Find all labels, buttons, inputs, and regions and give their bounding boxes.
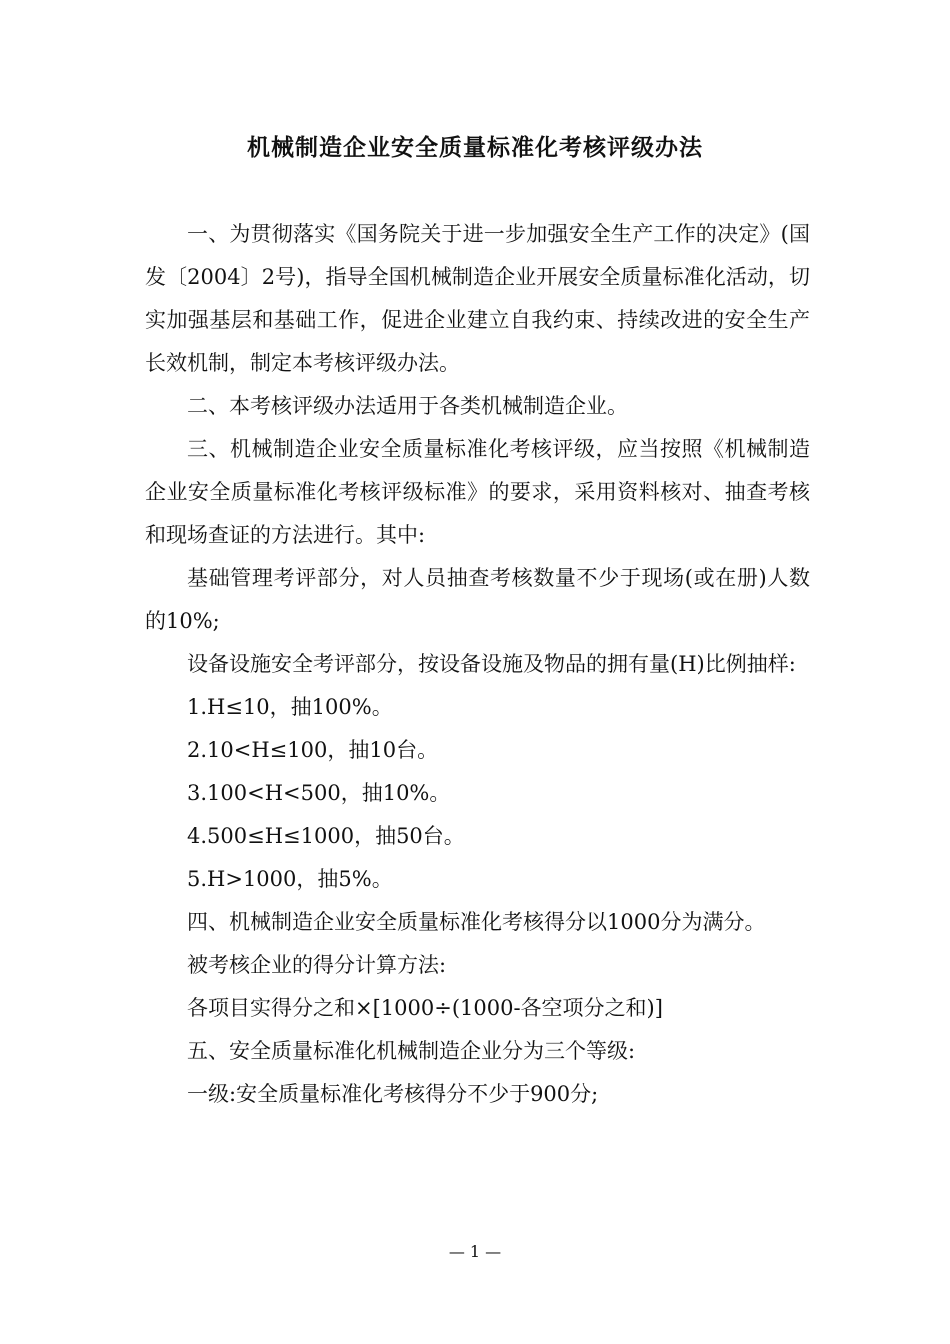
paragraph-grades: 五、安全质量标准化机械制造企业分为三个等级: xyxy=(187,1039,636,1063)
sampling-rule-5: 5.H>1000，抽5%。 xyxy=(187,867,393,891)
paragraph-purpose: 一、为贯彻落实《国务院关于进一步加强安全生产工作的决定》(国发〔2004〕2号)，指导全国机械制造企业开展安全质量标准化活动，切实加强基层和基础工作，促进企业建立自我约束、持续改进的安全生产长效机制，制定本考核评级办法。 xyxy=(145,222,810,375)
paragraph-method: 三、机械制造企业安全质量标准化考核评级，应当按照《机械制造企业安全质量标准化考核评级标准》的要求，采用资料核对、抽查考核和现场查证的方法进行。其中: xyxy=(145,437,810,547)
paragraph-equipment-sampling: 设备设施安全考评部分，按设备设施及物品的拥有量(H)比例抽样: xyxy=(187,652,796,676)
grade-level-1: 一级:安全质量标准化考核得分不少于900分; xyxy=(187,1082,599,1106)
sampling-rule-3: 3.100<H<500，抽10%。 xyxy=(187,781,451,805)
sampling-rule-1: 1.H≤10，抽100%。 xyxy=(187,695,393,719)
paragraph-full-score: 四、机械制造企业安全质量标准化考核得分以1000分为满分。 xyxy=(187,910,766,934)
document-body xyxy=(145,213,810,1116)
paragraph-scope: 二、本考核评级办法适用于各类机械制造企业。 xyxy=(187,394,628,418)
sampling-rule-4: 4.500≤H≤1000，抽50台。 xyxy=(187,824,465,848)
sampling-rule-2: 2.10<H≤100，抽10台。 xyxy=(187,738,439,762)
score-formula: 各项目实得分之和×[1000÷(1000-各空项分之和)] xyxy=(187,996,663,1020)
paragraph-score-method: 被考核企业的得分计算方法: xyxy=(187,953,447,977)
page-number: — 1 — xyxy=(448,1242,502,1261)
paragraph-basic-management: 基础管理考评部分，对人员抽查考核数量不少于现场(或在册)人数的10%; xyxy=(145,566,810,633)
document-title: 机械制造企业安全质量标准化考核评级办法 xyxy=(247,135,703,161)
